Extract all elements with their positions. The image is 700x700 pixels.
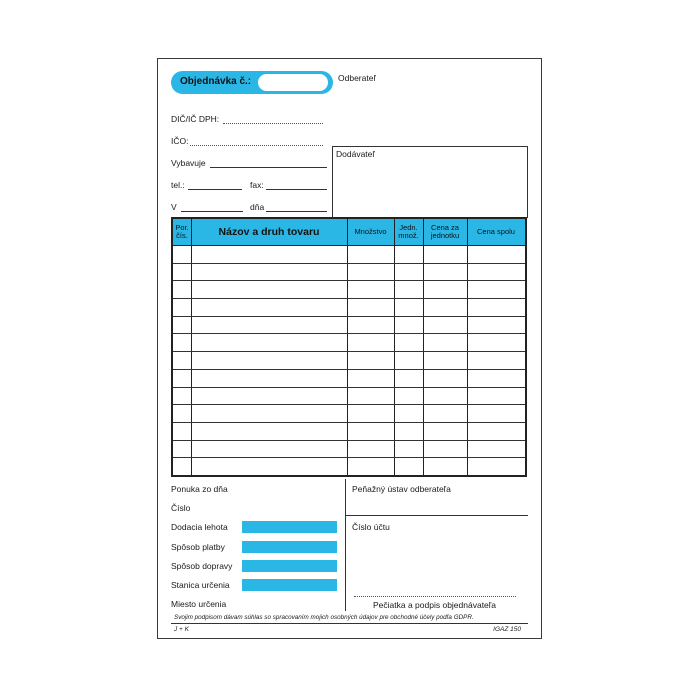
destination-place-label: Miesto určenia <box>171 599 227 609</box>
col-header-total: Cena spolu <box>477 227 515 236</box>
table-row[interactable] <box>173 351 525 352</box>
table-row[interactable] <box>173 263 525 264</box>
bottom-divider <box>345 479 346 611</box>
col-header-quantity: Množstvo <box>354 227 387 236</box>
bank-label: Peňažný ústav odberateľa <box>352 484 451 494</box>
table-row[interactable] <box>173 457 525 458</box>
col-header-number: Por. čís. <box>175 223 189 240</box>
order-number-pill <box>171 71 333 94</box>
col-divider <box>347 219 348 475</box>
col-header-unit: Jedn. množ. <box>398 223 419 240</box>
table-row[interactable] <box>173 298 525 299</box>
table-row[interactable] <box>173 387 525 388</box>
order-form-sheet <box>157 58 542 639</box>
phone-field[interactable] <box>188 189 242 190</box>
issued-by-field[interactable] <box>210 167 327 168</box>
fax-field[interactable] <box>266 189 327 190</box>
delivery-term-field[interactable] <box>242 521 337 533</box>
order-number-field[interactable] <box>258 74 328 91</box>
customer-label: Odberateľ <box>338 73 376 83</box>
supplier-label: Dodávateľ <box>336 149 375 159</box>
delivery-term-label: Dodacia lehota <box>171 522 228 532</box>
bank-field[interactable] <box>346 515 528 516</box>
ico-label: IČO: <box>171 136 189 146</box>
issued-by-label: Vybavuje <box>171 158 206 168</box>
col-header-item-name: Názov a druh tovaru <box>218 226 320 238</box>
table-row[interactable] <box>173 369 525 370</box>
offer-date-label: Ponuka zo dňa <box>171 484 228 494</box>
table-row[interactable] <box>173 404 525 405</box>
payment-method-label: Spôsob platby <box>171 542 225 552</box>
order-number-label: Objednávka č.: <box>180 76 252 87</box>
footer-separator <box>171 623 528 624</box>
number-label: Číslo <box>171 503 191 513</box>
transport-method-label: Spôsob dopravy <box>171 561 233 571</box>
col-divider <box>191 219 192 475</box>
dic-field[interactable] <box>223 123 323 124</box>
stamp-signature-label: Pečiatka a podpis objednávateľa <box>373 600 496 610</box>
table-row[interactable] <box>173 440 525 441</box>
col-header-unit-price: Cena za jednotku <box>430 223 460 240</box>
destination-station-field[interactable] <box>242 579 337 591</box>
date-label: dňa <box>250 202 265 212</box>
transport-method-field[interactable] <box>242 560 337 572</box>
col-divider <box>467 219 468 475</box>
place-label: V <box>171 202 177 212</box>
items-table <box>171 217 527 477</box>
date-field[interactable] <box>266 211 327 212</box>
table-row[interactable] <box>173 333 525 334</box>
account-number-label: Číslo účtu <box>352 522 390 532</box>
signature-line[interactable] <box>354 596 516 597</box>
destination-station-label: Stanica určenia <box>171 580 230 590</box>
gdpr-note: Svojim podpisom dávam súhlas so spracovaním mojich osobných údajov pre obchodné účely podľa GDPR. <box>174 614 474 621</box>
dic-label: DIČ/IČ DPH: <box>171 114 220 124</box>
payment-method-field[interactable] <box>242 541 337 553</box>
col-divider <box>423 219 424 475</box>
col-divider <box>394 219 395 475</box>
phone-label: tel.: <box>171 180 185 190</box>
supplier-box[interactable] <box>332 146 528 218</box>
table-row[interactable] <box>173 316 525 317</box>
table-row[interactable] <box>173 280 525 281</box>
brand-mark: J + K <box>174 626 189 633</box>
fax-label: fax: <box>250 180 264 190</box>
ico-field[interactable] <box>190 145 323 146</box>
form-code: IGAZ 150 <box>493 626 521 633</box>
table-header <box>173 219 525 246</box>
table-row[interactable] <box>173 422 525 423</box>
place-field[interactable] <box>181 211 243 212</box>
